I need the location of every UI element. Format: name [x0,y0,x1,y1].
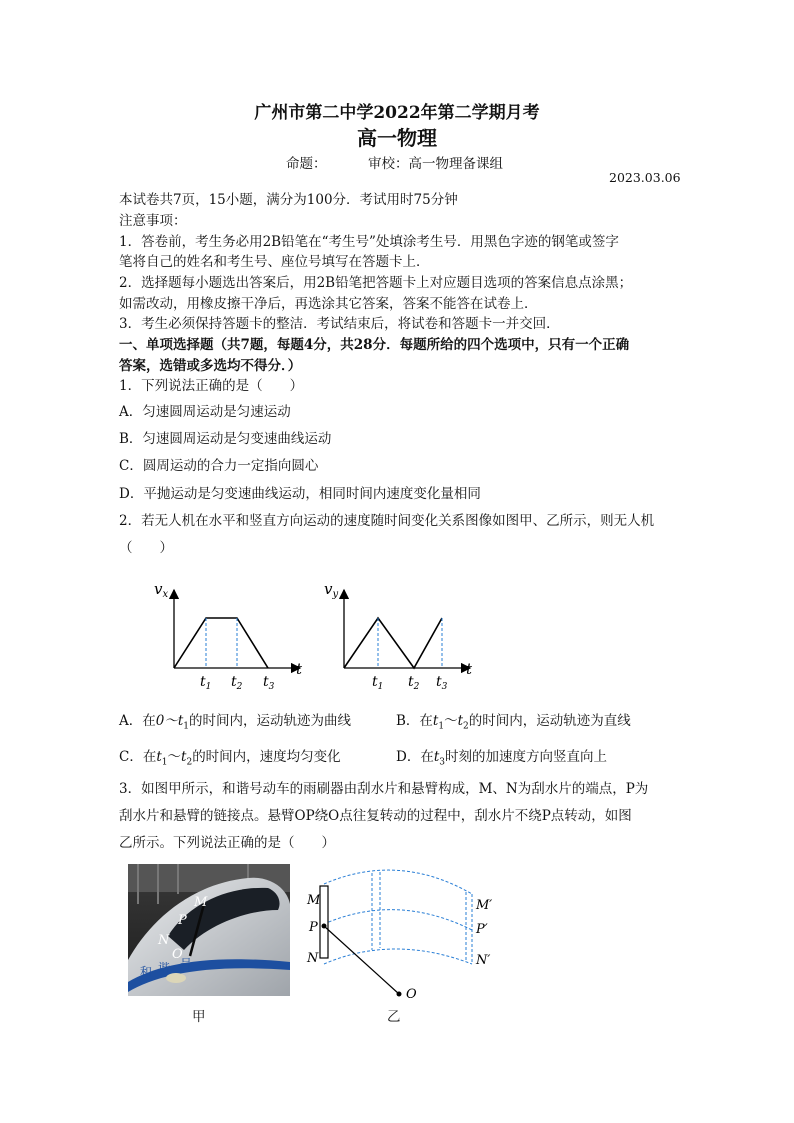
photo-label: M [194,895,208,910]
photo-label: O [172,947,183,962]
option-d: D．在$t_3$时刻的加速度方向竖直向上 [396,749,607,768]
photo-label: 和 [140,965,153,979]
velocity-curve [344,618,442,668]
question-stem: 刮水片和悬臂的链接点。悬臂OP绕O点往复转动的过程中，刮水片不绕P点转动，如图 [119,808,632,824]
photo-label: 号 [180,957,193,971]
tick-label: $t_2$ [408,674,420,690]
subject-title: 高一物理 [357,126,437,150]
option-b: B．匀速圆周运动是匀变速曲线运动 [119,431,332,447]
exam-summary: 本试卷共7页，15小题，满分为100分．考试用时75分钟 [119,192,458,208]
option-d: D．平抛运动是匀变速曲线运动，相同时间内速度变化量相同 [119,486,481,502]
diagram-label: N′ [476,953,491,968]
tick-label: $t_1$ [200,674,212,690]
option-c: C．在$t_1\sim t_2$的时间内，速度均匀变化 [119,749,341,768]
wiper-diagram [300,864,510,1004]
caption-left: 甲 [192,1009,206,1025]
notice-line: 1．答卷前，考生务必用2B铅笔在“考生号”处填涂考生号．用黑色字迹的钢笔或签字 [119,234,619,250]
photo-label: N [158,933,170,948]
question-stem: 乙所示。下列说法正确的是（ ） [119,835,335,851]
section-heading: 一、单项选择题（共7题，每题4分，共28分．每题所给的四个选项中，只有一个正确 [119,337,630,353]
diagram-label: N [307,951,319,966]
train-photo [128,864,290,996]
velocity-curve [174,618,268,668]
question-stem: （ ） [119,540,173,556]
axis-label-y: $v_x$ [154,580,169,600]
caption-right: 乙 [387,1009,401,1025]
axis-label-x: t [466,660,473,678]
diagram-label: P [309,920,318,935]
option-b: B．在$t_1\sim t_2$的时间内，运动轨迹为直线 [396,713,631,732]
proposer-label: 命题： [286,156,327,172]
section-heading: 答案，选错或多选均不得分．） [119,358,302,374]
notice-line: 3．考生必须保持答题卡的整洁．考试结束后，将试卷和答题卡一并交回． [119,316,560,332]
tick-label: $t_3$ [263,674,275,690]
exam-title: 广州市第二中学2022年第二学期月考 [254,103,540,123]
diagram-label: M′ [476,898,493,913]
notice-line: 2．选择题每小题选出答案后，用2B铅笔把答题卡上对应题目选项的答案信息点涂黑； [119,275,633,291]
option-a: A．在$0\sim t_1$的时间内，运动轨迹为曲线 [119,713,351,732]
notice-line: 如需改动，用橡皮擦干净后，再选涂其它答案，答案不能答在试卷上． [119,296,538,312]
question-stem: 1．下列说法正确的是（ ） [119,378,304,394]
axis-label-y: $v_y$ [324,580,339,600]
notice-line: 笔将自己的姓名和考生号、座位号填写在答题卡上． [119,254,430,270]
tick-label: $t_1$ [372,674,384,690]
tick-label: $t_2$ [231,674,243,690]
question-stem: 2．若无人机在水平和竖直方向运动的速度随时间变化关系图像如图甲、乙所示，则无人机 [119,513,655,529]
diagram-label: M [307,893,321,908]
diagram-label: O [406,987,417,1002]
exam-date: 2023.03.06 [609,170,681,185]
vy-time-graph [320,578,480,690]
vx-time-graph [150,578,310,690]
tick-label: $t_3$ [436,674,448,690]
notice-title: 注意事项： [119,213,187,229]
question-stem: 3．如图甲所示，和谐号动车的雨刷器由刮水片和悬臂构成，M、N为刮水片的端点，P为 [119,781,649,797]
wiper-blade [320,886,328,958]
option-a: A．匀速圆周运动是匀速运动 [119,404,291,420]
photo-label: 谐 [158,961,171,975]
option-c: C．圆周运动的合力一定指向圆心 [119,458,319,474]
diagram-label: P′ [476,922,488,937]
photo-label: P [178,913,187,928]
axis-label-x: t [296,660,303,678]
reviewer: 审校：高一物理备课组 [368,156,503,172]
